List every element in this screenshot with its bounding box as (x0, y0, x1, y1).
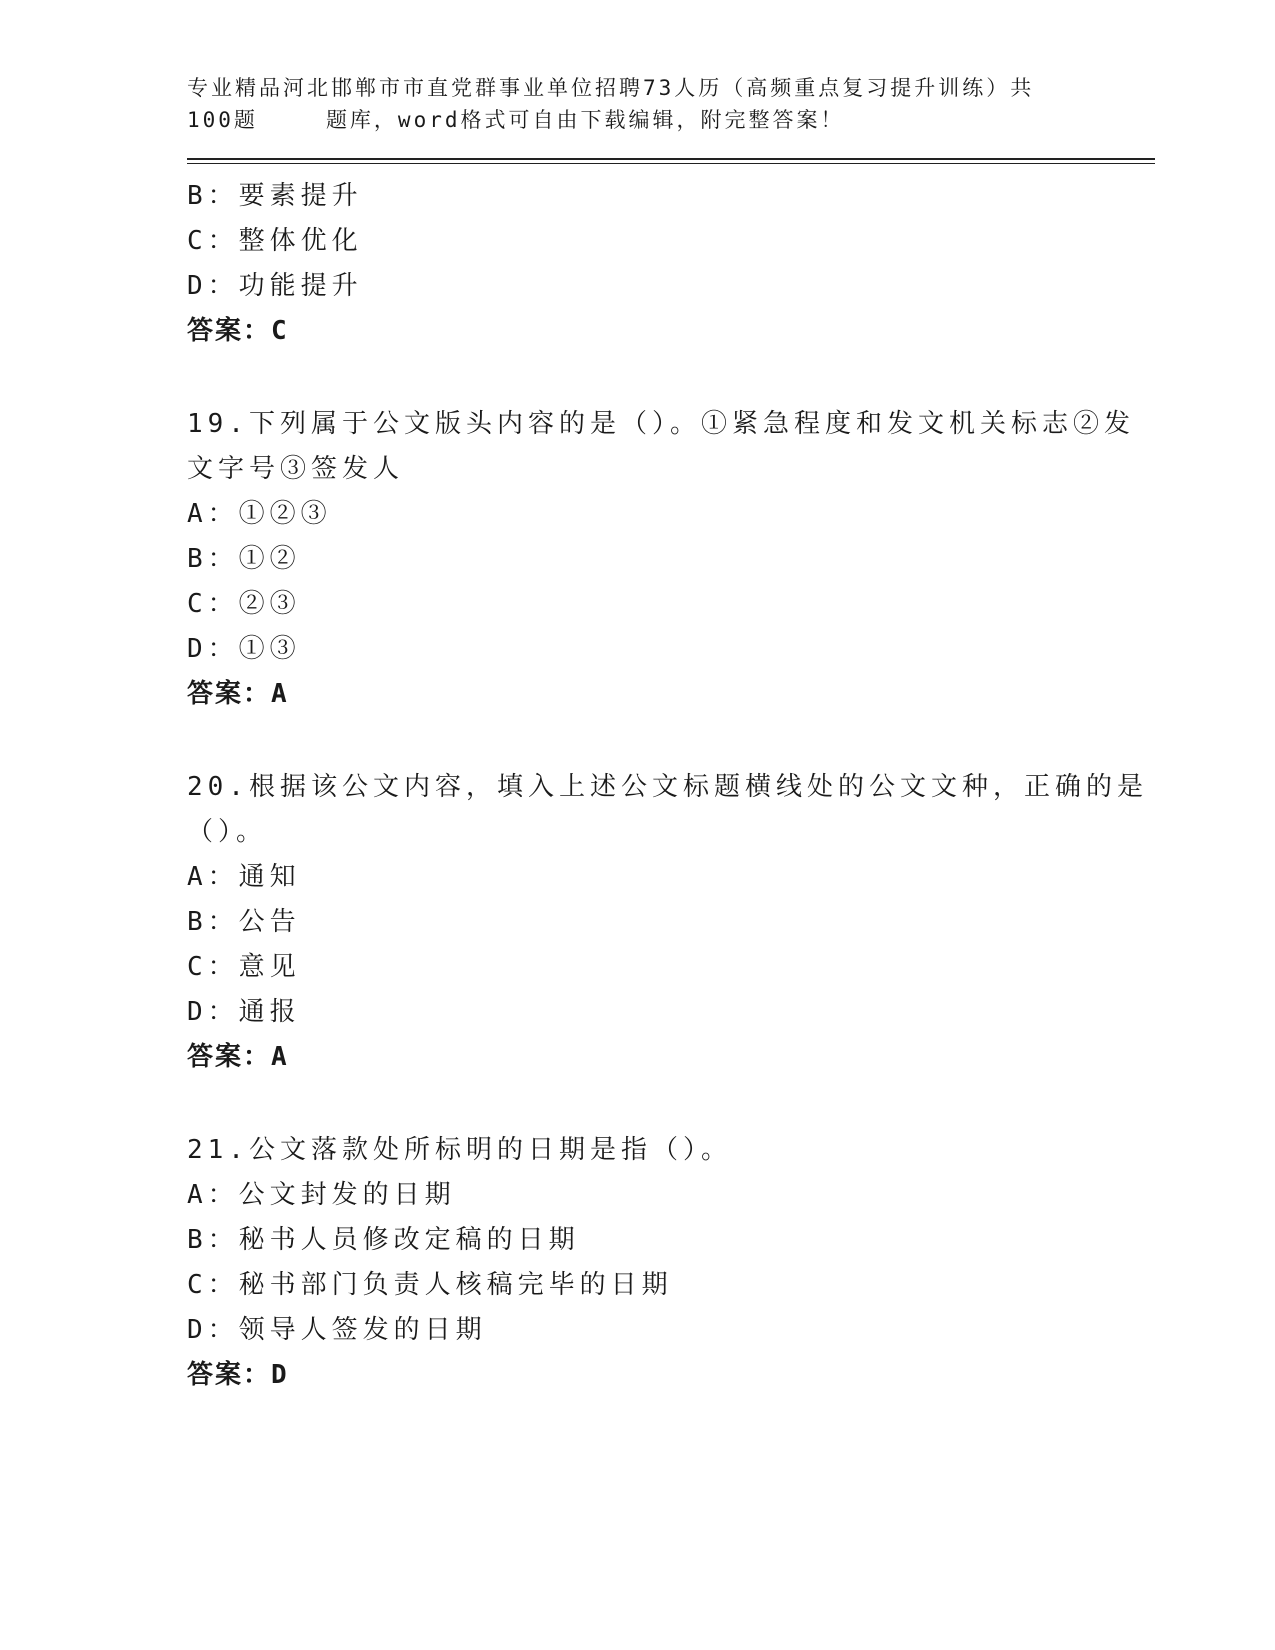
option-c: C：秘书部门负责人核稿完毕的日期 (187, 1270, 673, 1300)
header-divider (187, 158, 1155, 164)
question-20 (187, 765, 1155, 1080)
option-b: B：①② (187, 544, 301, 574)
option-d: D：①③ (187, 634, 301, 664)
option-a: A：公文封发的日期 (187, 1180, 456, 1210)
answer-text: 答案：D (187, 1360, 289, 1390)
question-18 (187, 174, 1155, 354)
question-21 (187, 1128, 1155, 1398)
option-b: B：要素提升 (187, 181, 363, 211)
option-a: A：①②③ (187, 499, 332, 529)
option-c: C：整体优化 (187, 226, 363, 256)
option-b: B：秘书人员修改定稿的日期 (187, 1225, 580, 1255)
option-d: D：领导人签发的日期 (187, 1315, 487, 1345)
header-title-line-1: 专业精品河北邯郸市市直党群事业单位招聘73人历（高频重点复习提升训练）共 (187, 76, 1035, 100)
option-c: C：意见 (187, 952, 301, 982)
question-stem-line-2: 文字号③签发人 (187, 454, 405, 484)
header-count: 100题 (187, 108, 258, 132)
document-header (187, 72, 1155, 136)
option-d: D：通报 (187, 997, 301, 1027)
answer-text: 答案：A (187, 1042, 289, 1072)
option-c: C：②③ (187, 589, 301, 619)
header-description: 题库，word格式可自由下载编辑，附完整答案！ (325, 108, 845, 132)
question-stem-line-2: （）。 (187, 817, 268, 847)
option-d: D：功能提升 (187, 271, 363, 301)
question-list (187, 174, 1155, 1398)
question-stem-line-1: 19.下列属于公文版头内容的是（）。①紧急程度和发文机关标志②发 (187, 409, 1135, 439)
document-page (187, 72, 1155, 1398)
question-stem-line-1: 21.公文落款处所标明的日期是指（）。 (187, 1135, 732, 1165)
option-a: A：通知 (187, 862, 301, 892)
answer-text: 答案：A (187, 679, 289, 709)
answer-text: 答案：C (187, 316, 289, 346)
header-title-line-2 (187, 104, 1155, 136)
question-19 (187, 402, 1155, 717)
question-stem-line-1: 20.根据该公文内容，填入上述公文标题横线处的公文文种，正确的是 (187, 772, 1148, 802)
option-b: B：公告 (187, 907, 301, 937)
